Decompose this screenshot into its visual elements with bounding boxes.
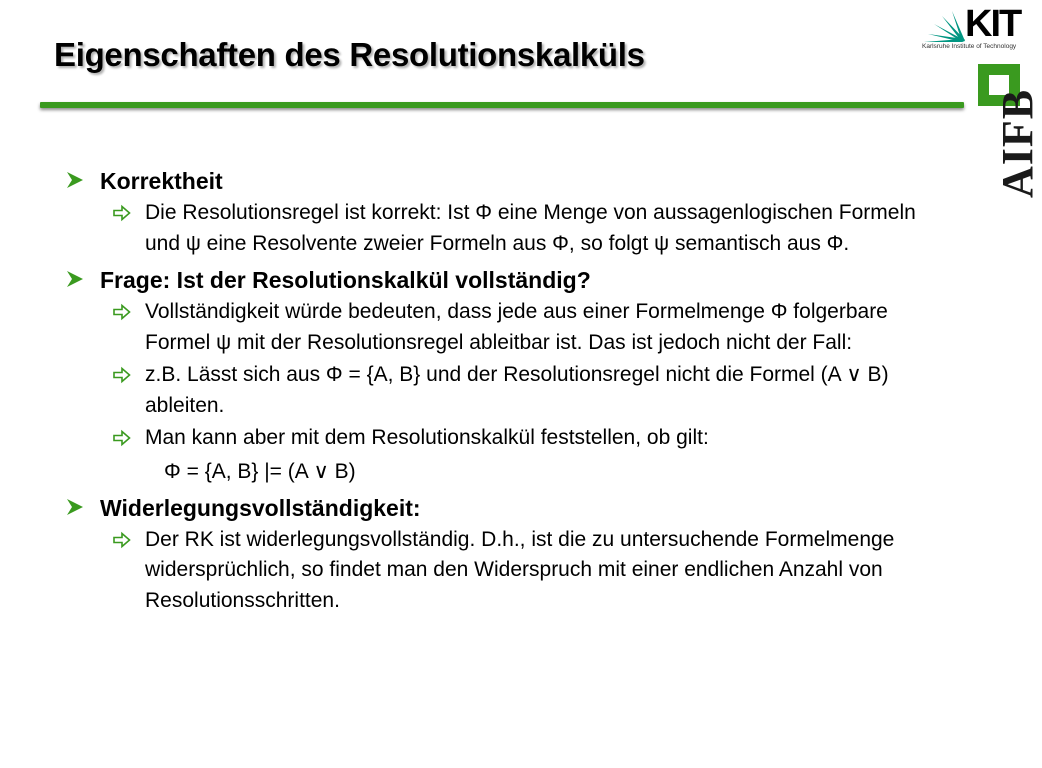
- bullet-frage: [64, 265, 954, 295]
- kit-logo-text: KIT: [965, 3, 1021, 45]
- sub-bullet-text: Der RK ist widerlegungsvollständig. D.h., ist die zu untersuchende Formelmenge widersprüchlich, so findet man den Widerspruch mit einer endlichen Anzahl von Resolutionsschritten.: [145, 527, 895, 612]
- slide-title: Eigenschaften des Resolutionskalküls: [54, 36, 645, 73]
- outline-arrow-icon: [113, 304, 131, 320]
- sub-bullet-text: Die Resolutionsregel ist korrekt: Ist Φ eine Menge von aussagenlogischen Formeln und ψ eine Resolvente zweier Formeln aus Φ, so folgt ψ semantisch aus Φ.: [145, 201, 916, 255]
- outline-arrow-icon: [113, 367, 131, 383]
- bullet-korrektheit: [64, 166, 954, 196]
- bullet-label: Widerlegungsvollständigkeit:: [100, 494, 421, 521]
- aifb-logo-text: AIFB: [993, 88, 1042, 198]
- outline-arrow-icon: [113, 205, 131, 221]
- arrow-bullet-icon: [64, 169, 86, 191]
- sub-bullet: [145, 525, 954, 617]
- sub-bullet-text: Vollständigkeit würde bedeuten, dass jede aus einer Formelmenge Φ folgerbare Formel ψ mit der Resolutionsregel ableitbar ist. Das ist jedoch nicht der Fall:: [145, 300, 888, 354]
- sub-bullet: [145, 198, 954, 259]
- bullet-widerlegung: [64, 493, 954, 523]
- formula-line: Φ = {A, B} |= (A ∨ B): [164, 459, 356, 483]
- title-divider: [40, 102, 964, 108]
- sub-bullet: [145, 297, 954, 358]
- kit-logo-subtitle: Karlsruhe Institute of Technology: [922, 43, 1017, 50]
- arrow-bullet-icon: [64, 268, 86, 290]
- outline-arrow-icon: [113, 532, 131, 548]
- outline-arrow-icon: [113, 430, 131, 446]
- sub-bullet: [145, 423, 954, 454]
- sub-bullet: [145, 360, 954, 421]
- sub-bullet-text: z.B. Lässt sich aus Φ = {A, B} und der Resolutionsregel nicht die Formel (A ∨ B) ableiten.: [145, 363, 889, 417]
- bullet-label: Korrektheit: [100, 168, 223, 194]
- slide-body: [64, 160, 954, 616]
- sub-bullet-text: Man kann aber mit dem Resolutionskalkül feststellen, ob gilt:: [145, 426, 709, 449]
- bullet-label: Frage: Ist der Resolutionskalkül vollständig?: [100, 267, 591, 293]
- arrow-bullet-icon: [64, 496, 86, 518]
